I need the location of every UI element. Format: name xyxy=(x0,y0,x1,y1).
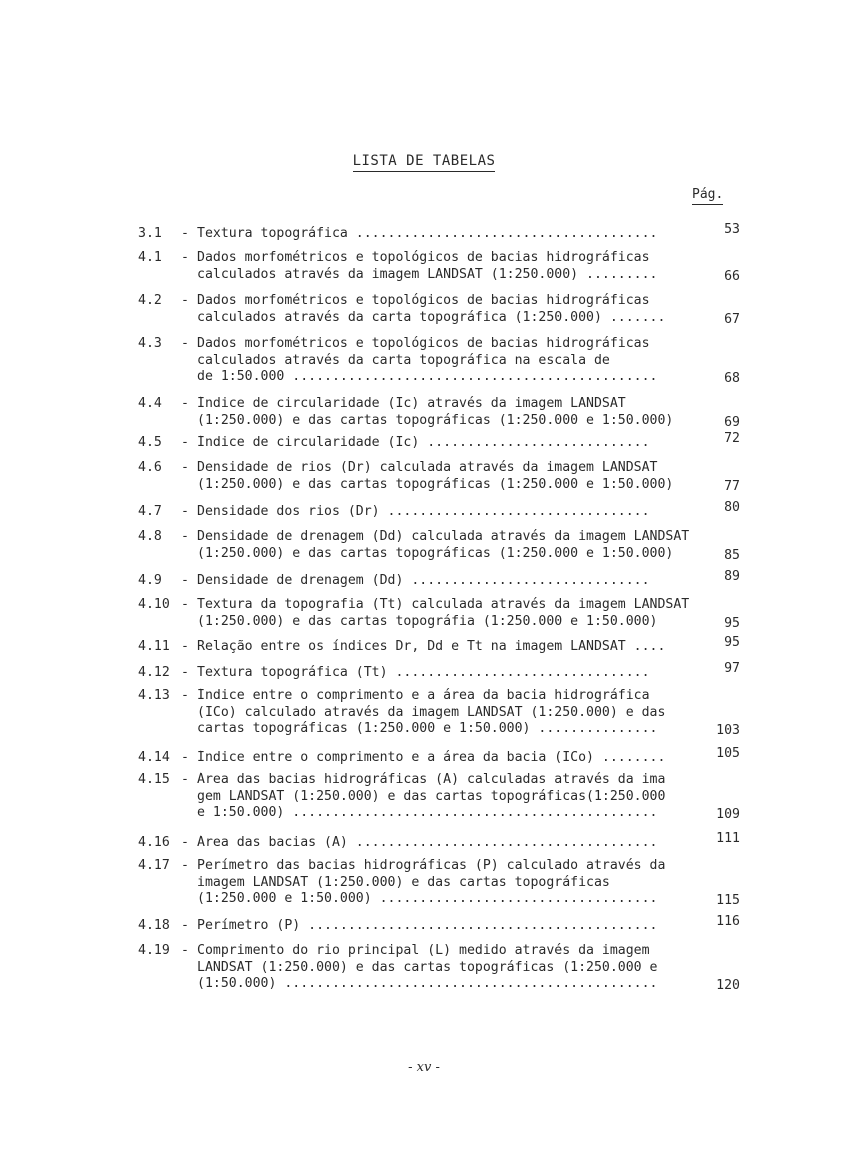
table-entry-description xyxy=(197,396,697,429)
table-entry-description xyxy=(197,943,697,993)
table-entry-line: (1:250.000) e das cartas topográficas (1:250.000 e 1:50.000) xyxy=(197,412,674,428)
table-entry-dash: - xyxy=(181,226,189,241)
table-entry-line: e 1:50.000) .............................................. xyxy=(197,805,658,820)
table-entry-line: Perímetro das bacias hidrográficas (P) calculado através da xyxy=(197,858,666,873)
table-entry-line: Dados morfométricos e topológicos de bacias hidrográficas xyxy=(197,293,650,308)
table-entry-description xyxy=(197,573,697,590)
table-entry-number: 4.15 xyxy=(138,772,170,787)
table-entry-line: cartas topográficas (1:250.000 e 1:50.000) ............... xyxy=(197,721,658,736)
table-entry-line: Dados morfométricos e topológicos de bacias hidrográficas xyxy=(197,250,650,265)
table-entry-line: imagem LANDSAT (1:250.000) e das cartas topográficas xyxy=(197,874,610,890)
table-entry-dash: - xyxy=(181,750,189,765)
table-entry-page: 109 xyxy=(716,807,740,822)
table-entry-number: 3.1 xyxy=(138,226,162,241)
table-entry-line: Dados morfométricos e topológicos de bacias hidrográficas xyxy=(197,336,650,351)
table-entry-page: 67 xyxy=(724,311,740,327)
table-entry-page: 95 xyxy=(724,635,740,650)
table-entry-number: 4.8 xyxy=(138,529,162,544)
table-entry-dash: - xyxy=(181,858,189,873)
table-entry-line: calculados através da carta topográfica na escala de xyxy=(197,352,610,368)
table-entry-description xyxy=(197,688,697,738)
table-entry-line: Textura topográfica (Tt) ................................ xyxy=(197,665,650,680)
table-entry-line: calculados através da carta topográfica (1:250.000) ....... xyxy=(197,309,666,325)
table-entry-description xyxy=(197,435,697,452)
page-column-header: Pág. xyxy=(692,187,723,205)
table-entry-dash: - xyxy=(181,918,189,933)
table-entry-dash: - xyxy=(181,665,189,680)
table-entry-line: Densidade de rios (Dr) calculada através da imagem LANDSAT xyxy=(197,460,658,475)
table-entry-description xyxy=(197,750,697,767)
page-title xyxy=(0,153,848,169)
table-entry-line: Textura da topografia (Tt) calculada através da imagem LANDSAT xyxy=(197,597,690,612)
table-entry-line: gem LANDSAT (1:250.000) e das cartas topográficas(1:250.000 xyxy=(197,788,666,804)
table-entry-description xyxy=(197,665,697,682)
table-entry-line: Densidade de drenagem (Dd) calculada através da imagem LANDSAT xyxy=(197,529,690,544)
table-entry-number: 4.10 xyxy=(138,597,170,612)
table-entry-line: Área das bacias hidrográficas (A) calculadas através da ima xyxy=(197,772,666,787)
table-entry-description xyxy=(197,226,697,243)
table-entry-description xyxy=(197,529,697,562)
table-entry-line: LANDSAT (1:250.000) e das cartas topográficas (1:250.000 e xyxy=(197,959,658,975)
table-entry-line: (ICo) calculado através da imagem LANDSAT (1:250.000) e das xyxy=(197,704,666,720)
table-entry-page: 105 xyxy=(716,746,740,761)
table-entry-line: (1:250.000 e 1:50.000) ................................... xyxy=(197,891,658,906)
table-entry-line: (1:250.000) e das cartas topográficas (1:250.000 e 1:50.000) xyxy=(197,545,674,561)
table-entry-description xyxy=(197,293,697,326)
table-entry-page: 77 xyxy=(724,478,740,494)
table-entry-page: 103 xyxy=(716,723,740,738)
table-entry-number: 4.14 xyxy=(138,750,170,765)
table-entry-page: 80 xyxy=(724,500,740,515)
table-entry-line: Densidade dos rios (Dr) ................................. xyxy=(197,504,650,519)
table-entry-page: 89 xyxy=(724,569,740,584)
table-entry-line: Perímetro (P) ............................................ xyxy=(197,918,658,933)
table-entry-number: 4.11 xyxy=(138,639,170,654)
table-entry-dash: - xyxy=(181,504,189,519)
table-entry-dash: - xyxy=(181,943,189,958)
table-entry-dash: - xyxy=(181,772,189,787)
table-entry-line: (1:250.000) e das cartas topográfia (1:250.000 e 1:50.000) xyxy=(197,613,658,629)
table-entry-dash: - xyxy=(181,250,189,265)
table-entry-dash: - xyxy=(181,529,189,544)
table-entry-description xyxy=(197,336,697,386)
table-entry-number: 4.4 xyxy=(138,396,162,411)
page-footer: - xv - xyxy=(408,1060,440,1075)
table-entry-dash: - xyxy=(181,396,189,411)
table-entry-page: 68 xyxy=(724,371,740,386)
table-entry-dash: - xyxy=(181,835,189,850)
table-entry-line: (1:250.000) e das cartas topográficas (1:250.000 e 1:50.000) xyxy=(197,476,674,492)
table-entry-page: 120 xyxy=(716,978,740,993)
table-entry-line: Índice de circularidade (Ic) ............................ xyxy=(197,435,650,450)
table-entry-dash: - xyxy=(181,460,189,475)
table-entry-description xyxy=(197,597,697,630)
table-entry-dash: - xyxy=(181,435,189,450)
table-entry-dash: - xyxy=(181,597,189,612)
table-entry-description xyxy=(197,504,697,521)
table-entry-line: Índice de circularidade (Ic) através da imagem LANDSAT xyxy=(197,396,626,411)
table-entry-description xyxy=(197,460,697,493)
table-entry-number: 4.13 xyxy=(138,688,170,703)
table-entry-number: 4.3 xyxy=(138,336,162,351)
table-entry-page: 85 xyxy=(724,547,740,563)
table-entry-line: Relação entre os índices Dr, Dd e Tt na imagem LANDSAT .... xyxy=(197,639,666,654)
table-entry-line: Textura topográfica ...................................... xyxy=(197,226,658,241)
table-entry-page: 115 xyxy=(716,893,740,908)
table-entry-line: Área das bacias (A) ...................................... xyxy=(197,835,658,850)
table-entry-page: 116 xyxy=(716,914,740,929)
table-entry-number: 4.18 xyxy=(138,918,170,933)
table-entry-line: Densidade de drenagem (Dd) .............................. xyxy=(197,573,650,588)
table-entry-line: Índice entre o comprimento e a área da bacia (ICo) ........ xyxy=(197,750,666,765)
table-entry-description xyxy=(197,639,697,656)
table-entry-number: 4.12 xyxy=(138,665,170,680)
table-entry-description xyxy=(197,858,697,908)
table-entry-page: 95 xyxy=(724,615,740,631)
table-entry-number: 4.19 xyxy=(138,943,170,958)
table-entry-line: Índice entre o comprimento e a área da bacia hidrográfica xyxy=(197,688,650,703)
table-entry-number: 4.16 xyxy=(138,835,170,850)
table-entry-dash: - xyxy=(181,639,189,654)
table-entry-dash: - xyxy=(181,688,189,703)
table-entry-dash: - xyxy=(181,293,189,308)
table-entry-dash: - xyxy=(181,336,189,351)
table-entry-page: 72 xyxy=(724,431,740,446)
page-title-text: LISTA DE TABELAS xyxy=(353,153,496,172)
table-entry-description xyxy=(197,918,697,935)
table-entry-description xyxy=(197,835,697,852)
table-entry-number: 4.5 xyxy=(138,435,162,450)
table-entry-page: 69 xyxy=(724,414,740,430)
table-entry-description xyxy=(197,772,697,822)
table-entry-number: 4.6 xyxy=(138,460,162,475)
table-entry-dash: - xyxy=(181,573,189,588)
table-entry-number: 4.9 xyxy=(138,573,162,588)
table-entry-page: 53 xyxy=(724,222,740,237)
table-entry-number: 4.7 xyxy=(138,504,162,519)
table-entry-page: 97 xyxy=(724,661,740,676)
table-entry-line: calculados através da imagem LANDSAT (1:250.000) ......... xyxy=(197,266,658,282)
table-entry-description xyxy=(197,250,697,283)
table-entry-number: 4.2 xyxy=(138,293,162,308)
table-entry-number: 4.1 xyxy=(138,250,162,265)
table-entry-line: de 1:50.000 .............................................. xyxy=(197,369,658,384)
table-entry-number: 4.17 xyxy=(138,858,170,873)
table-entry-page: 111 xyxy=(716,831,740,846)
table-entry-line: (1:50.000) ............................................... xyxy=(197,976,658,991)
table-entry-page: 66 xyxy=(724,268,740,284)
table-entry-line: Comprimento do rio principal (L) medido através da imagem xyxy=(197,943,650,958)
